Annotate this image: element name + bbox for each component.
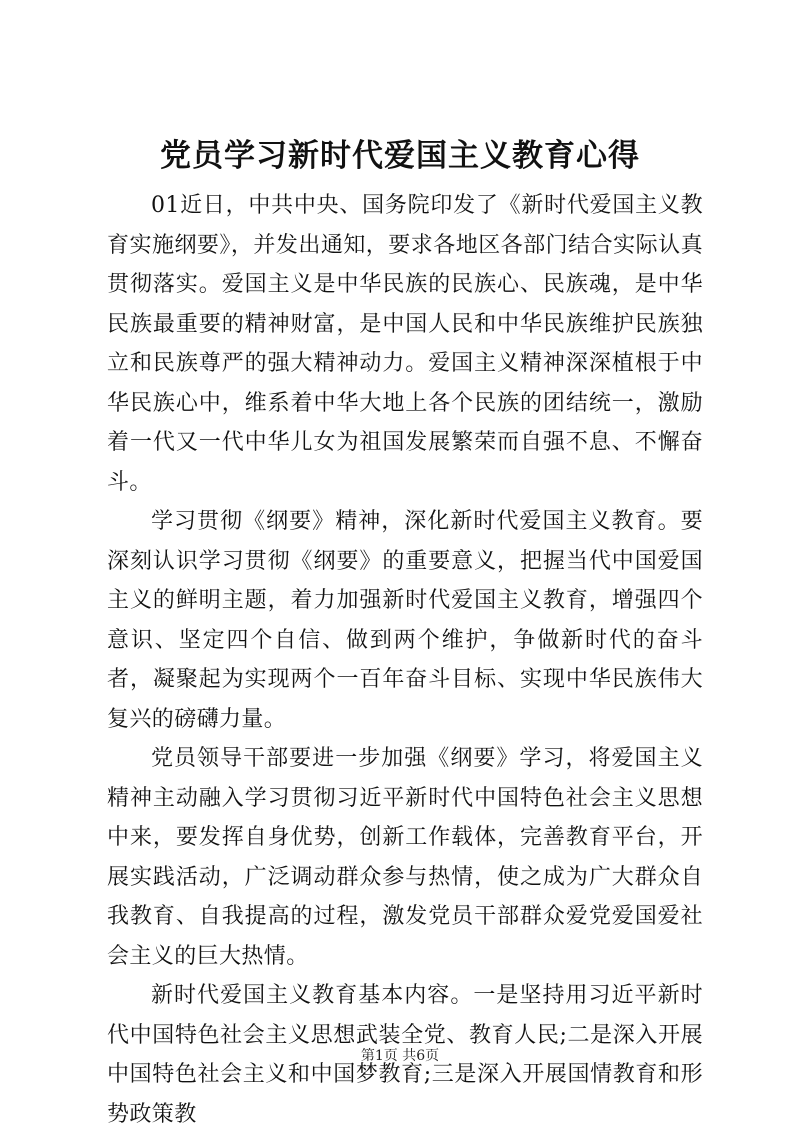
document-body (107, 186, 703, 1134)
paragraph-4: 新时代爱国主义教育基本内容。一是坚持用习近平新时代中国特色社会主义思想武装全党、教育人民;二是深入开展中国特色社会主义和中国梦教育;三是深入开展国情教育和形势政策教 (107, 983, 703, 1127)
paragraph-1: 01近日，中共中央、国务院印发了《新时代爱国主义教育实施纲要》，并发出通知，要求各地区各部门结合实际认真贯彻落实。爱国主义是中华民族的民族心、民族魂，是中华民族最重要的精神财富，是中国人民和中华民族维护民族独立和民族尊严的强大精神动力。爱国主义精神深深植根于中华民族心中，维系着中华大地上各个民族的团结统一，激励着一代又一代中华儿女为祖国发展繁荣而自强不息、不懈奋斗。 (107, 193, 703, 495)
page-number-footer: 第1页 共6页 (360, 1048, 440, 1064)
paragraph-2: 学习贯彻《纲要》精神，深化新时代爱国主义教育。要深刻认识学习贯彻《纲要》的重要意义，把握当代中国爱国主义的鲜明主题，着力加强新时代爱国主义教育，增强四个意识、坚定四个自信、做到两个维护，争做新时代的奋斗者，凝聚起为实现两个一百年奋斗目标、实现中华民族伟大复兴的磅礴力量。 (107, 509, 703, 732)
paragraph-3: 党员领导干部要进一步加强《纲要》学习，将爱国主义精神主动融入学习贯彻习近平新时代中国特色社会主义思想中来，要发挥自身优势，创新工作载体，完善教育平台，开展实践活动，广泛调动群众参与热情，使之成为广大群众自我教育、自我提高的过程，激发党员干部群众爱党爱国爱社会主义的巨大热情。 (107, 746, 703, 969)
document-title: 党员学习新时代爱国主义教育心得 (160, 138, 640, 174)
